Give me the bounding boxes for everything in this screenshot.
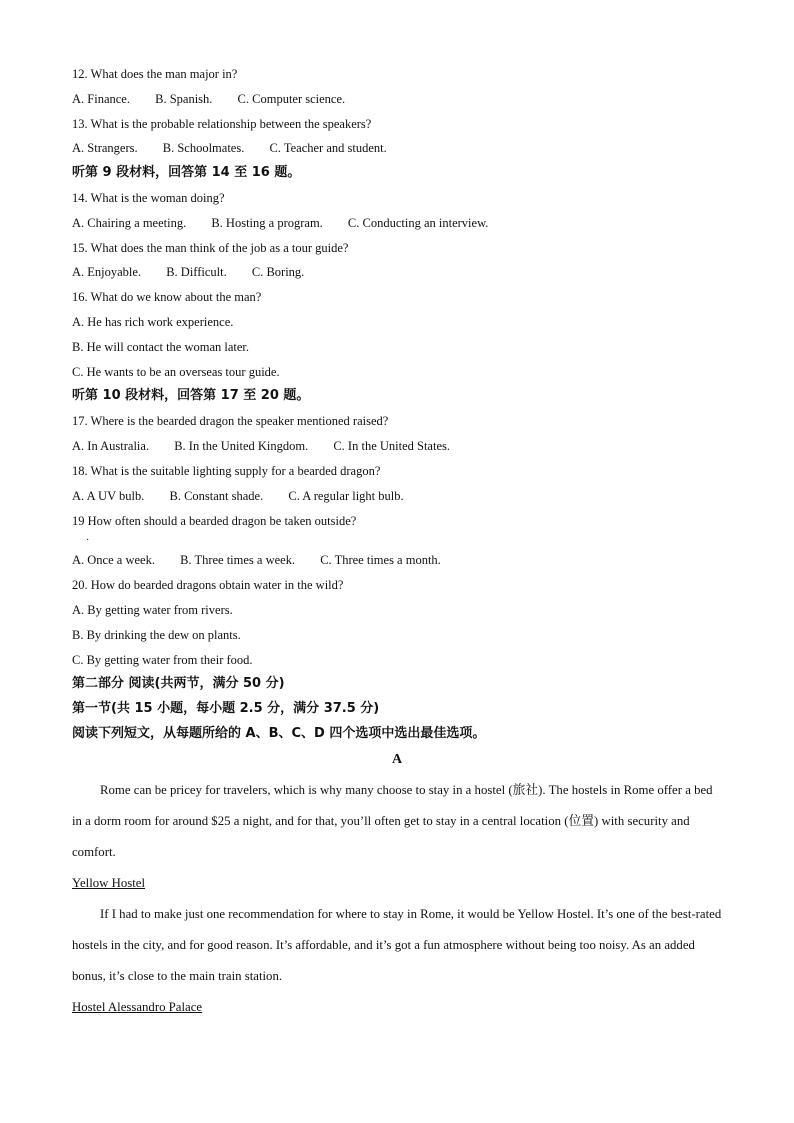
option-c: C. Conducting an interview. (347, 215, 489, 230)
option-a: A. Chairing a meeting. (72, 215, 187, 230)
question-17-options (72, 434, 722, 459)
question-number: 20. (72, 578, 88, 593)
question-text: How do bearded dragons obtain water in the wild? (90, 578, 344, 593)
option-a: A. Enjoyable. (72, 265, 142, 280)
section-10-heading: 听第 10 段材料，回答第 17 至 20 题。 (72, 388, 310, 404)
question-13 (72, 112, 722, 137)
question-number: 19 (72, 514, 85, 529)
question-text: What is the suitable lighting supply for a bearded dragon? (90, 463, 381, 478)
question-15-options (72, 260, 722, 285)
option-c: C. He wants to be an overseas tour guide. (72, 364, 280, 379)
option-a: A. Once a week. (72, 553, 155, 568)
question-number: 13. (72, 116, 88, 131)
question-text: What is the probable relationship between the speakers? (90, 116, 372, 131)
question-number: 16. (72, 290, 88, 305)
option-b: B. Difficult. (166, 265, 227, 280)
question-text: Where is the bearded dragon the speaker mentioned raised? (90, 414, 389, 429)
hostel-1-name: Yellow Hostel (72, 875, 146, 890)
reading-instruction: 阅读下列短文，从每题所给的 A、B、C、D 四个选项中选出最佳选项。 (72, 725, 486, 741)
stray-mark: · (86, 535, 90, 547)
part-2-section-1-heading: 第一节(共 15 小题，每小题 2.5 分，满分 37.5 分) (72, 701, 380, 717)
question-number: 15. (72, 240, 88, 255)
question-number: 18. (72, 463, 88, 478)
option-b: B. He will contact the woman later. (72, 339, 250, 354)
option-c: C. By getting water from their food. (72, 652, 253, 667)
option-b: B. Schoolmates. (162, 141, 245, 156)
question-number: 14. (72, 190, 88, 205)
exam-page (72, 62, 722, 1023)
question-20 (72, 573, 722, 598)
option-b: B. Constant shade. (169, 488, 264, 503)
hostel-1-description: If I had to make just one recommendation for where to stay in Rome, it would be Yellow Hostel. It’s one of the best-rated hostels in the city, and for good reason. It’s affordable, and it’s got a fun atmosphere without being too noisy. As an added bonus, it’s close to the main train station. (72, 906, 722, 983)
question-13-options (72, 136, 722, 161)
question-text: What do we know about the man? (90, 290, 262, 305)
option-c: C. A regular light bulb. (288, 488, 404, 503)
option-a: A. By getting water from rivers. (72, 602, 233, 617)
option-b: B. Spanish. (155, 91, 213, 106)
option-c: C. Three times a month. (320, 553, 441, 568)
question-text: What does the man think of the job as a tour guide? (90, 240, 349, 255)
option-b: B. By drinking the dew on plants. (72, 627, 241, 642)
option-b: B. Hosting a program. (211, 215, 323, 230)
option-c: C. Computer science. (237, 91, 346, 106)
question-16 (72, 285, 722, 310)
question-14 (72, 186, 722, 211)
question-19 (72, 508, 722, 534)
question-text: What is the woman doing? (90, 190, 225, 205)
question-text: How often should a bearded dragon be taken outside? (87, 514, 357, 529)
question-text: What does the man major in? (90, 67, 238, 81)
part-2-heading: 第二部分 阅读(共两节，满分 50 分) (72, 676, 285, 692)
question-15 (72, 236, 722, 261)
question-number: 17. (72, 414, 88, 429)
question-18 (72, 459, 722, 484)
passage-intro: Rome can be pricey for travelers, which is why many choose to stay in a hostel (旅社). The hostels in Rome offer a bed in a dorm room for around $25 a night, and for that, you’ll often get to stay in a central location (位置) with security and comfort. (72, 782, 713, 859)
hostel-2-name: Hostel Alessandro Palace (72, 999, 203, 1014)
question-17 (72, 409, 722, 434)
option-a: A. He has rich work experience. (72, 314, 234, 329)
question-14-options (72, 211, 722, 236)
option-a: A. A UV bulb. (72, 488, 145, 503)
passage-label: A (391, 751, 403, 767)
option-b: B. In the United Kingdom. (174, 438, 309, 453)
option-a: A. In Australia. (72, 438, 150, 453)
option-c: C. In the United States. (333, 438, 450, 453)
question-12-options (72, 87, 722, 112)
question-12 (72, 62, 722, 87)
option-b: B. Three times a week. (180, 553, 296, 568)
option-c: C. Teacher and student. (269, 141, 387, 156)
question-19-options (72, 548, 722, 573)
question-number: 12. (72, 67, 88, 81)
option-c: C. Boring. (251, 265, 305, 280)
section-9-heading: 听第 9 段材料，回答第 14 至 16 题。 (72, 165, 301, 181)
question-18-options (72, 484, 722, 509)
option-a: A. Finance. (72, 91, 130, 106)
option-a: A. Strangers. (72, 141, 138, 156)
